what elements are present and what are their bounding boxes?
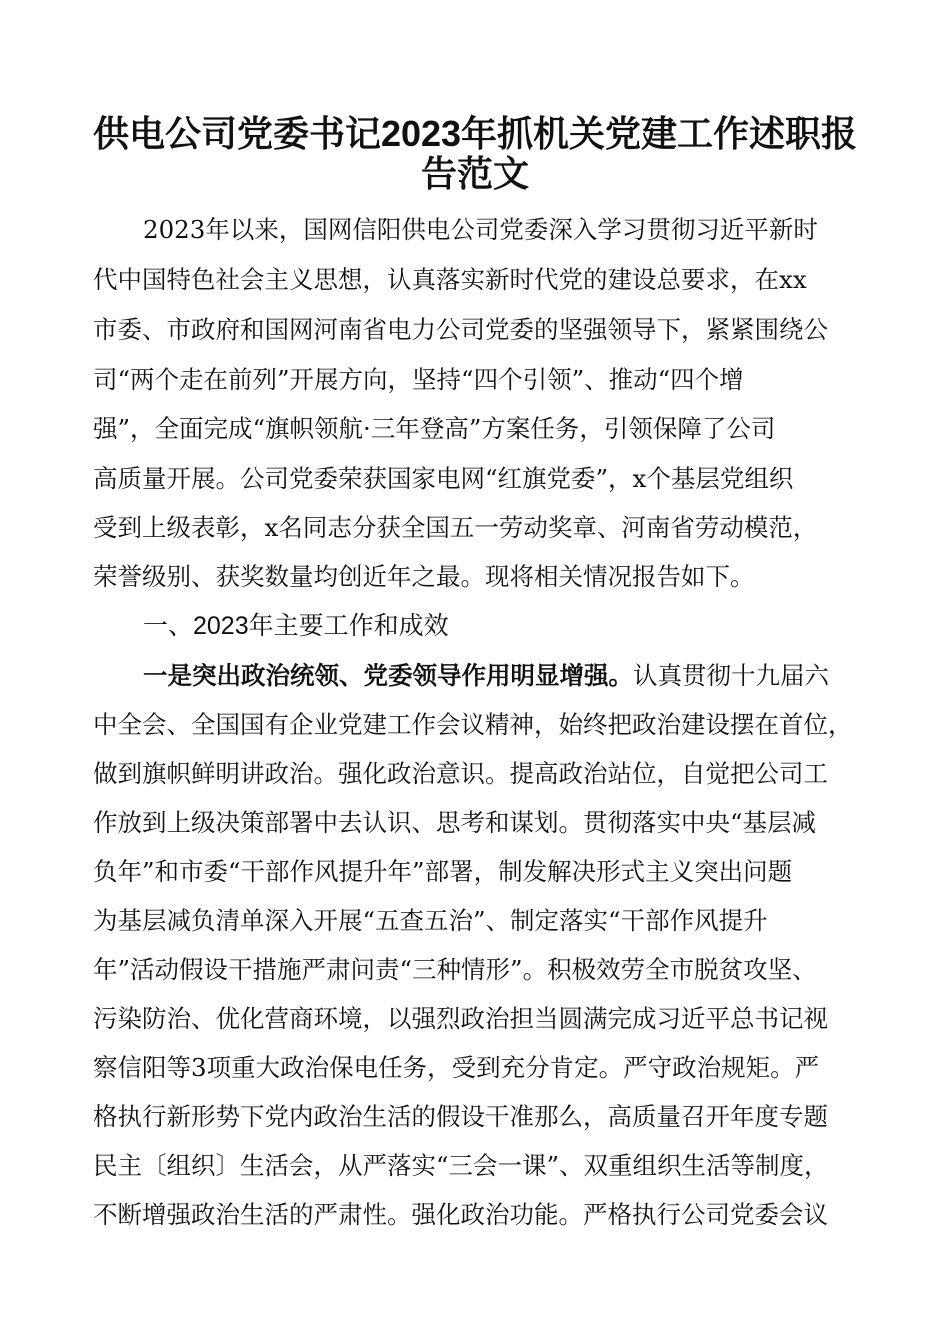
- point1-line: 为基层减负清单深入开展“五查五治”、制定落实“干部作风提升: [93, 906, 768, 935]
- intro-line: 荣誉级别、获奖数量均创近年之最。现将相关情况报告如下。: [93, 562, 755, 591]
- point1-line: 负年”和市委“干部作风提升年”部署，制发解决形式主义突出问题: [93, 857, 793, 886]
- point1-line: 作放到上级决策部署中去认识、思考和谋划。贯彻落实中央“基层减: [93, 808, 817, 837]
- intro-line: 2023年以来，国网信阳供电公司党委深入学习贯彻习近平新时: [143, 215, 818, 244]
- point1-line: 年”活动假设干措施严肃问责“三种情形”。积极效劳全市脱贫攻坚、: [93, 955, 817, 984]
- intro-line: 强”，全面完成“旗帜领航·三年登高”方案任务，引领保障了公司: [93, 414, 776, 443]
- intro-line: 司“两个走在前列”开展方向，坚持“四个引领”、推动“四个增: [93, 365, 744, 394]
- point1-line: 格执行新形势下党内政治生活的假设干准那么，高质量召开年度专题: [93, 1102, 828, 1131]
- intro-line: 高质量开展。公司党委荣获国家电网“红旗党委”，x个基层党组织: [93, 464, 794, 493]
- point1-line: 民主〔组织〕生活会，从严落实“三会一课”、双重组织生活等制度，: [93, 1151, 829, 1180]
- point1-first-line: [143, 651, 933, 700]
- document-title-line-2: 告范文: [420, 153, 529, 194]
- section-heading: 一、2023年主要工作和成效: [143, 612, 449, 640]
- intro-line: 代中国特色社会主义思想，认真落实新时代党的建设总要求，在xx: [93, 265, 807, 294]
- point1-line: 污染防治、优化营商环境，以强烈政治担当圆满完成习近平总书记视: [93, 1004, 828, 1033]
- intro-line: 市委、市政府和国网河南省电力公司党委的坚强领导下，紧紧围绕公: [93, 315, 828, 344]
- point1-first-rest: 认真贯彻十九届六: [633, 661, 829, 690]
- document-title-line-1: 供电公司党委书记2023年抓机关党建工作述职报: [92, 113, 858, 154]
- point1-line: 察信阳等3项重大政治保电任务，受到充分肯定。严守政治规矩。严: [93, 1053, 820, 1082]
- point1-line: 做到旗帜鲜明讲政治。强化政治意识。提高政治站位，自觉把公司工: [93, 759, 828, 788]
- intro-line: 受到上级表彰，x名同志分获全国五一劳动奖章、河南省劳动模范，: [93, 513, 818, 542]
- point1-lead: 一是突出政治统领、党委领导作用明显增强。: [143, 661, 633, 690]
- point1-line: 不断增强政治生活的严肃性。强化政治功能。严格执行公司党委会议: [93, 1200, 828, 1229]
- point1-line: 中全会、全国国有企业党建工作会议精神，始终把政治建设摆在首位，: [93, 710, 853, 739]
